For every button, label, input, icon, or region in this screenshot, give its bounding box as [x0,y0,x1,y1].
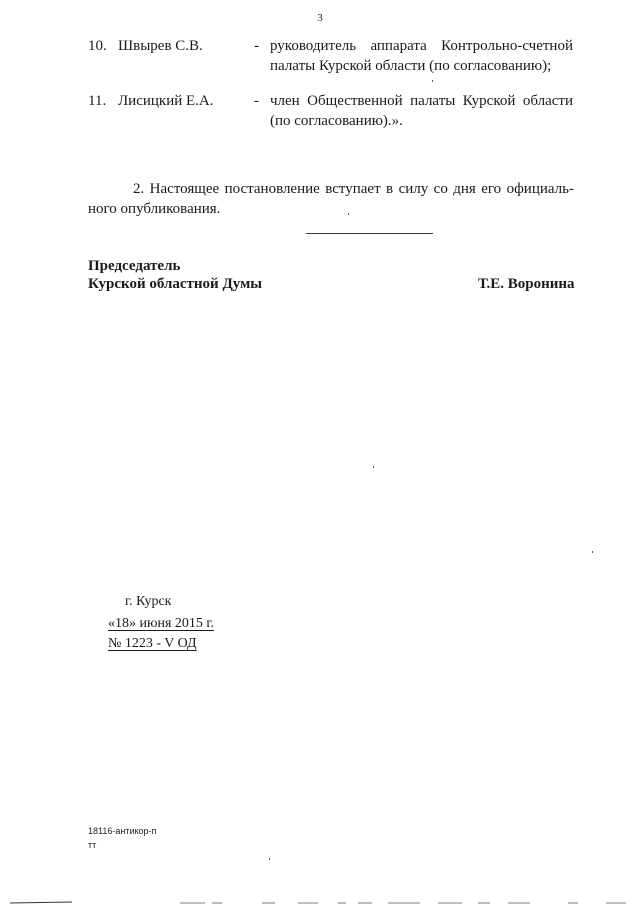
list-item-name: Лисицкий Е.А. [118,93,214,109]
signature-title: Председатель [88,258,181,274]
list-item-number: 11. [88,93,107,109]
document-date: «18» июня 2015 г. [108,616,215,631]
scan-speck [592,551,593,553]
scan-speck [432,80,433,82]
list-item-name: Швырев С.В. [118,38,203,54]
footer-code: 18116-антикор-п [88,826,157,836]
list-item-description-line: палаты Курской области (по согласованию); [270,58,552,74]
city: г. Курск [125,594,172,609]
signer-name: Т.Е. Воронина [478,276,575,292]
scan-speck [348,213,349,215]
list-item-dash: - [254,38,259,54]
page-number: 3 [317,12,323,24]
scan-speck [269,858,270,860]
paragraph-line: 2. Настоящее постановление вступает в силу со дня его официаль- [133,181,574,197]
paragraph-line: ного опубликования. [88,201,221,217]
scan-speck [373,466,374,468]
footer-initials: тт [88,840,97,850]
list-item-description-line: член Общественной палаты Курской области [270,93,573,109]
scan-edge-marks [0,893,640,899]
list-item-number: 10. [88,38,107,54]
separator-line [306,233,433,234]
document-number: № 1223 - V ОД [108,636,197,651]
list-item-description-line: (по согласованию).». [270,113,403,129]
signature-organization: Курской областной Думы [88,276,262,292]
list-item-dash: - [254,93,259,109]
list-item-description-line: руководитель аппарата Контрольно-счетной [270,38,573,54]
